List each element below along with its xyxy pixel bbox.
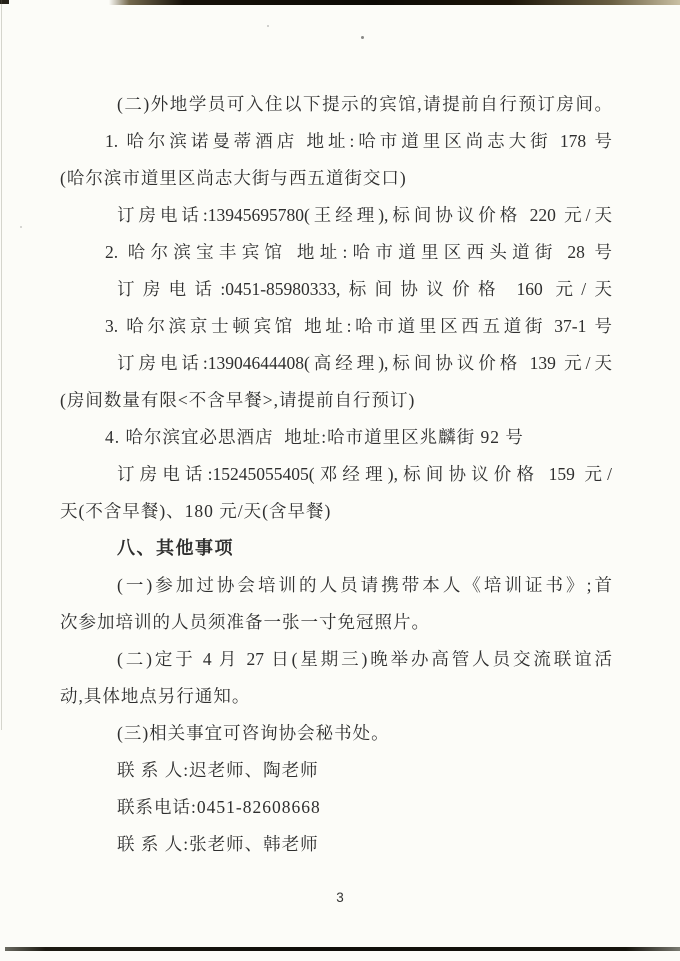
- doc-line-hotel3-note: (房间数量有限<不含早餐>,请提前自行预订): [60, 390, 416, 410]
- document-body: [60, 86, 612, 863]
- doc-line-contact-person-2: 联 系 人:张老师、韩老师: [117, 834, 319, 854]
- doc-line-other-item1-cont: 次参加培训的人员须准备一张一寸免冠照片。: [60, 612, 430, 632]
- doc-line-hotel4-price-cont: 天(不含早餐)、180 元/天(含早餐): [60, 501, 332, 521]
- doc-line-hotel3-phone-price: 订房电话:13904644408(高经理),标间协议价格 139 元/天: [117, 353, 612, 373]
- doc-line-other-item3: (三)相关事宜可咨询协会秘书处。: [117, 723, 390, 743]
- scan-edge-top: [0, 0, 680, 5]
- page-number: 3: [336, 890, 344, 905]
- doc-line-hotel3-name-address: 3. 哈尔滨京士顿宾馆 地址:哈市道里区西五道街 37-1 号: [105, 316, 612, 336]
- doc-line-hotel1-crossroad: (哈尔滨市道里区尚志大街与西五道街交口): [60, 168, 407, 188]
- doc-line-hotel1-name-address: 1. 哈尔滨诺曼蒂酒店 地址:哈市道里区尚志大街 178 号: [105, 131, 612, 151]
- scan-edge-left: [1, 0, 2, 730]
- doc-line-hotel2-name-address: 2. 哈尔滨宝丰宾馆 地址:哈市道里区西头道街 28 号: [105, 242, 612, 262]
- doc-line-other-item2-cont: 动,具体地点另行通知。: [60, 686, 251, 706]
- doc-line-other-item1: (一)参加过协会培训的人员请携带本人《培训证书》;首: [117, 575, 612, 595]
- doc-line-hotel2-phone-price: 订房电话:0451-85980333,标间协议价格 160 元/天: [117, 279, 612, 299]
- doc-line-hotel1-phone-price: 订房电话:13945695780(王经理),标间协议价格 220 元/天: [117, 205, 612, 225]
- scan-edge-bottom: [5, 947, 680, 951]
- doc-line-contact-person-1: 联 系 人:迟老师、陶老师: [117, 760, 319, 780]
- doc-line-hotel4-name-address: 4. 哈尔滨宜必思酒店 地址:哈市道里区兆麟街 92 号: [105, 427, 524, 447]
- scan-speck: [267, 25, 269, 27]
- doc-line-contact-phone: 联系电话:0451-82608668: [117, 797, 321, 817]
- doc-line-other-item2: (二)定于 4 月 27 日(星期三)晚举办高管人员交流联谊活: [117, 649, 612, 669]
- doc-line-hotels-intro: (二)外地学员可入住以下提示的宾馆,请提前自行预订房间。: [117, 94, 612, 114]
- doc-section-heading-other: 八、其他事项: [117, 538, 234, 558]
- doc-line-hotel4-phone-price: 订房电话:15245055405(邓经理),标间协议价格 159 元/: [117, 464, 612, 484]
- scan-speck: [361, 36, 364, 39]
- scan-speck: [20, 226, 22, 228]
